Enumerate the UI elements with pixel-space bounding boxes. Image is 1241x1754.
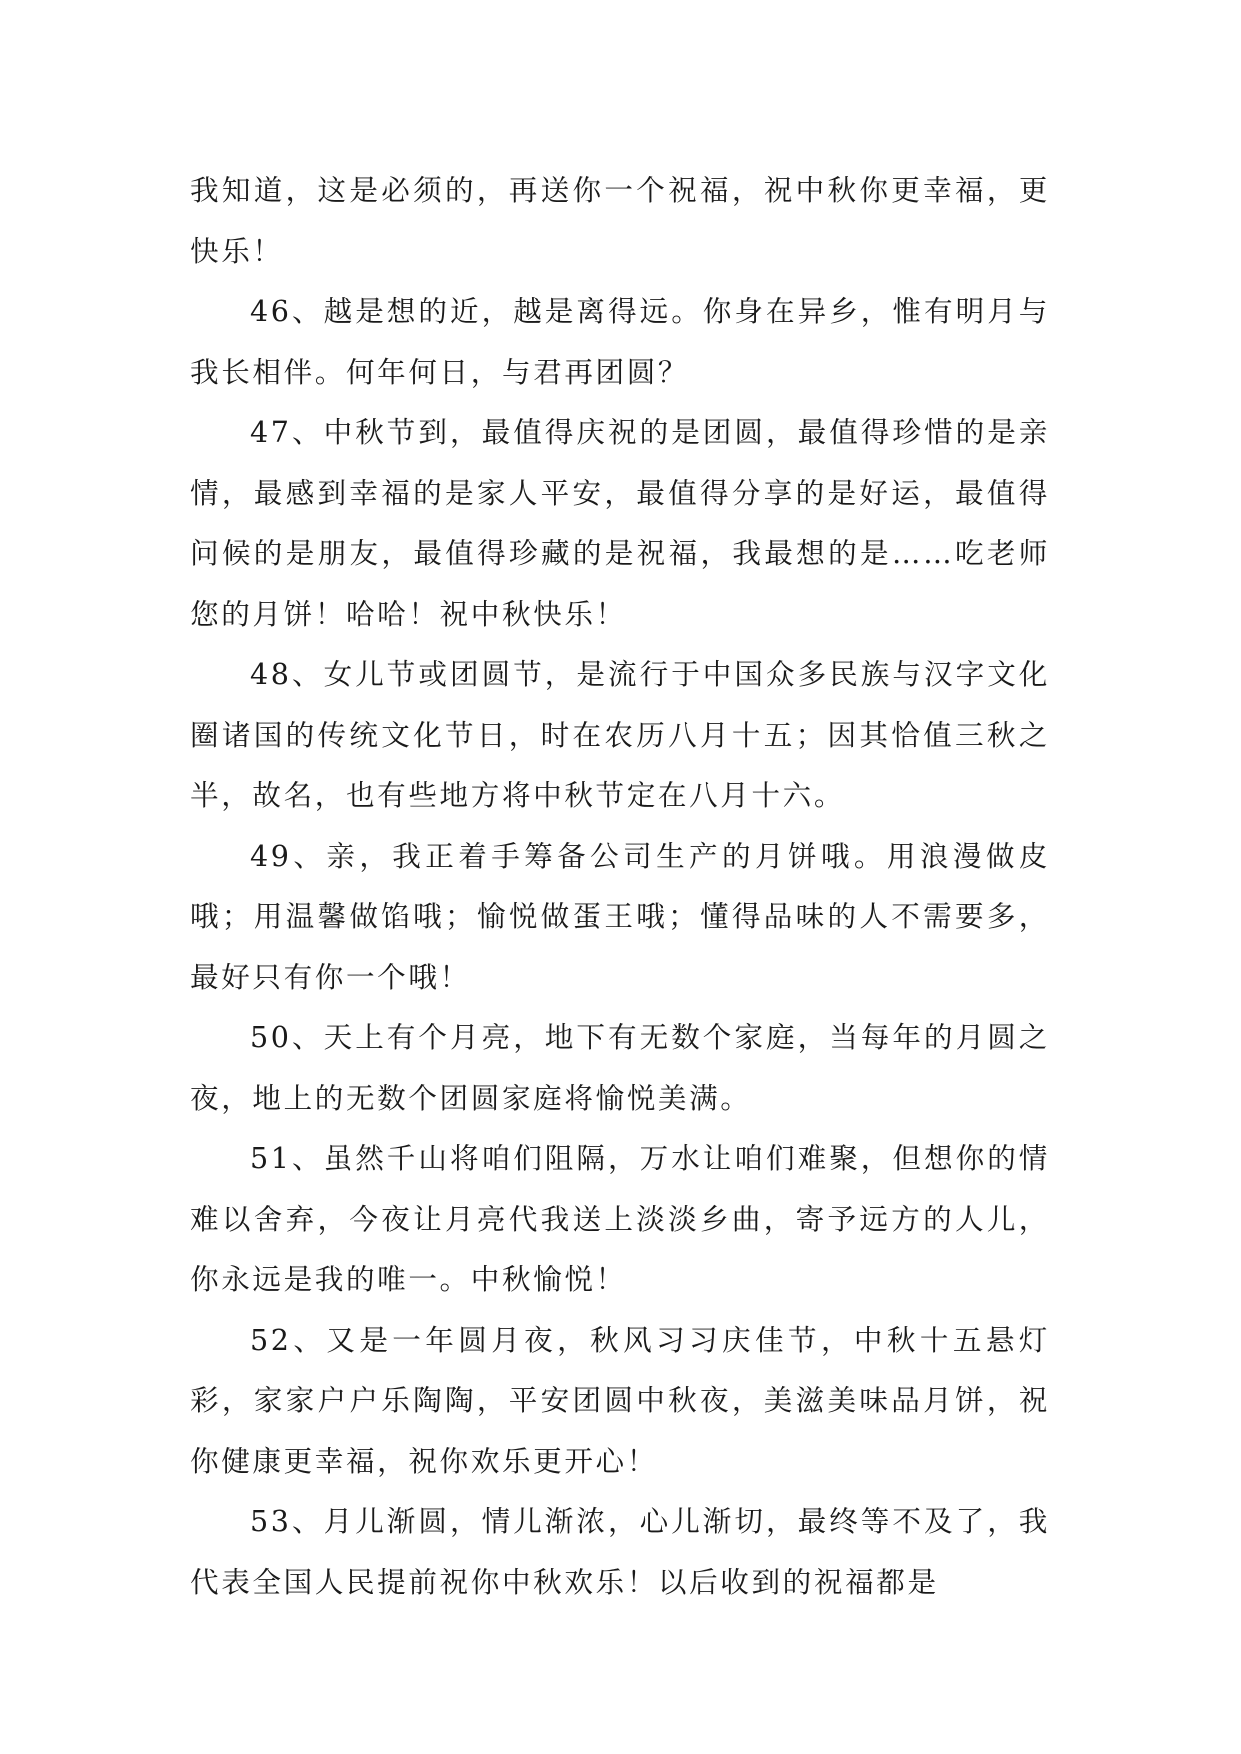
paragraph-51: 51、虽然千山将咱们阻隔，万水让咱们难聚，但想你的情难以舍弃，今夜让月亮代我送上淡淡乡曲，寄予远方的人儿，你永远是我的唯一。中秋愉悦！ [190, 1141, 1050, 1296]
paragraph-50: 50、天上有个月亮，地下有无数个家庭，当每年的月圆之夜，地上的无数个团圆家庭将愉悦美满。 [190, 1020, 1050, 1115]
paragraph-52: 52、又是一年圆月夜，秋风习习庆佳节，中秋十五悬灯彩，家家户户乐陶陶，平安团圆中秋夜，美滋美味品月饼，祝你健康更幸福，祝你欢乐更开心！ [190, 1322, 1050, 1478]
paragraph-47: 47、中秋节到，最值得庆祝的是团圆，最值得珍惜的是亲情，最感到幸福的是家人平安，最值得分享的是好运，最值得问候的是朋友，最值得珍藏的是祝福，我最想的是……吃老师您的月饼！哈哈！祝中秋快乐！ [190, 415, 1050, 631]
paragraph-48: 48、女儿节或团圆节，是流行于中国众多民族与汉字文化圈诸国的传统文化节日，时在农历八月十五；因其恰值三秋之半，故名，也有些地方将中秋节定在八月十六。 [190, 657, 1050, 812]
paragraph-46: 46、越是想的近，越是离得远。你身在异乡，惟有明月与我长相伴。何年何日，与君再团圆？ [190, 294, 1050, 389]
paragraph-53: 53、月儿渐圆，情儿渐浓，心儿渐切，最终等不及了，我代表全国人民提前祝你中秋欢乐！以后收到的祝福都是 [190, 1504, 1050, 1599]
paragraph-continuation: 我知道，这是必须的，再送你一个祝福，祝中秋你更幸福，更快乐！ [190, 173, 1050, 268]
document-body [190, 160, 1050, 1612]
paragraph-49: 49、亲，我正着手筹备公司生产的月饼哦。用浪漫做皮哦；用温馨做馅哦；愉悦做蛋王哦；懂得品味的人不需要多，最好只有你一个哦！ [190, 838, 1050, 994]
